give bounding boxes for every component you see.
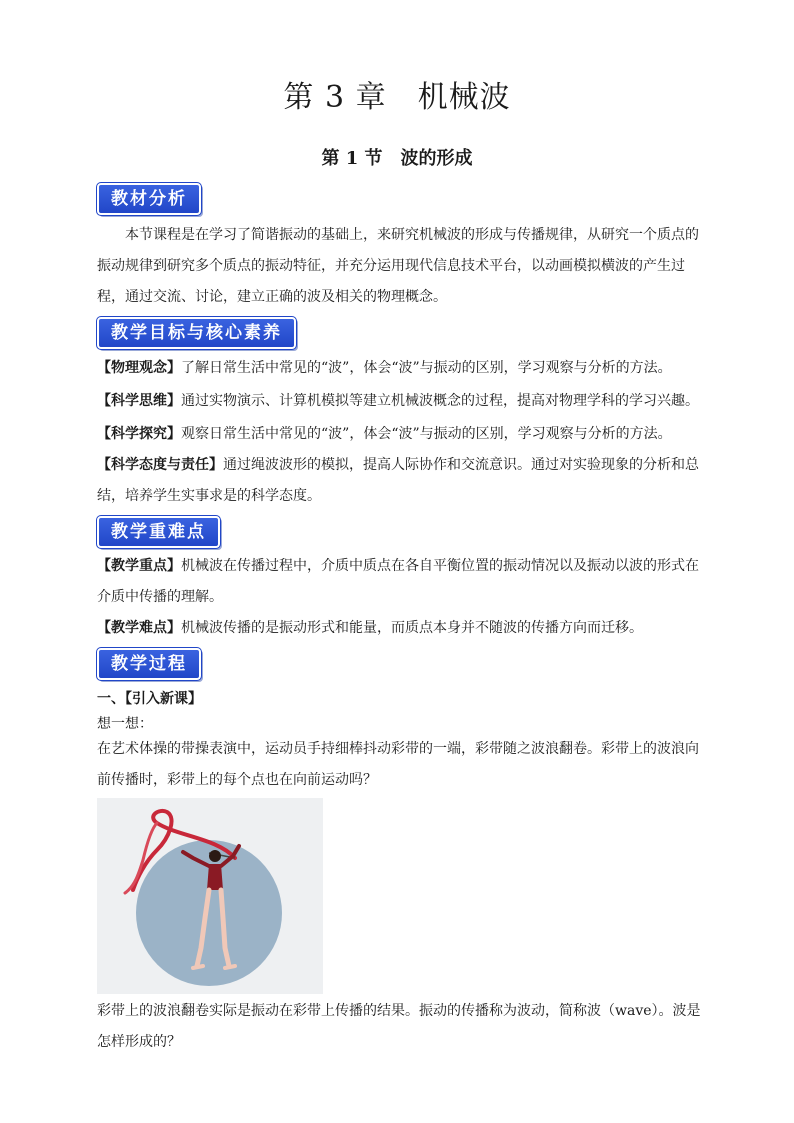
key-point-text: 机械波在传播过程中，介质中质点在各自平衡位置的振动情况以及振动以波的形式在介质中传播的理解。	[97, 558, 699, 605]
key-point-label: 【教学难点】	[97, 620, 181, 636]
tag-goals: 教学目标与核心素养	[97, 317, 296, 349]
analysis-paragraph: 本节课程是在学习了简谐振动的基础上，来研究机械波的形成与传播规律，从研究一个质点的振动规律到研究多个质点的振动特征，并充分运用现代信息技术平台，以动画模拟横波的产生过程，通过交流、讨论，建立正确的波及相关的物理概念。	[97, 227, 699, 305]
goal-item	[97, 353, 701, 384]
chapter-title: 第 3 章 机械波	[283, 80, 511, 115]
goal-item	[97, 450, 701, 512]
key-point-text: 机械波传播的是振动形式和能量，而质点本身并不随波的传播方向而迁移。	[181, 620, 643, 636]
key-point-label: 【教学重点】	[97, 558, 181, 574]
goal-text: 通过实物演示、计算机模拟等建立机械波概念的过程，提高对物理学科的学习兴趣。	[181, 393, 699, 409]
conclusion-paragraph: 彩带上的波浪翻卷实际是振动在彩带上传播的结果。振动的传播称为波动，简称波（wave）。波是怎样形成的？	[97, 1003, 701, 1050]
tag-key-points: 教学重难点	[97, 516, 220, 548]
goal-label: 【科学思维】	[97, 393, 181, 409]
process-heading: 一、【引入新课】	[97, 691, 202, 707]
key-point-item	[97, 551, 701, 613]
key-point-item	[97, 613, 701, 644]
tag-process: 教学过程	[97, 648, 201, 680]
goal-text: 观察日常生活中常见的“波”，体会“波”与振动的区别，学习观察与分析的方法。	[181, 426, 672, 442]
think-label: 想一想：	[97, 716, 153, 732]
gymnast-figure	[97, 798, 323, 994]
goal-item	[97, 419, 701, 450]
goal-label: 【科学态度与责任】	[97, 457, 223, 473]
goal-label: 【物理观念】	[97, 360, 181, 376]
tag-analysis: 教材分析	[97, 183, 201, 215]
gymnast-ribbon-illustration	[97, 798, 323, 994]
intro-question: 在艺术体操的带操表演中，运动员手持细棒抖动彩带的一端，彩带随之波浪翻卷。彩带上的波浪向前传播时，彩带上的每个点也在向前运动吗？	[97, 741, 699, 788]
goal-label: 【科学探究】	[97, 426, 181, 442]
section-title: 第 1 节 波的形成	[321, 148, 473, 169]
goal-text: 了解日常生活中常见的“波”，体会“波”与振动的区别，学习观察与分析的方法。	[181, 360, 672, 376]
goal-item	[97, 386, 701, 417]
goal-text: 通过绳波波形的模拟，提高人际协作和交流意识。通过对实验现象的分析和总结，培养学生实事求是的科学态度。	[97, 457, 699, 504]
